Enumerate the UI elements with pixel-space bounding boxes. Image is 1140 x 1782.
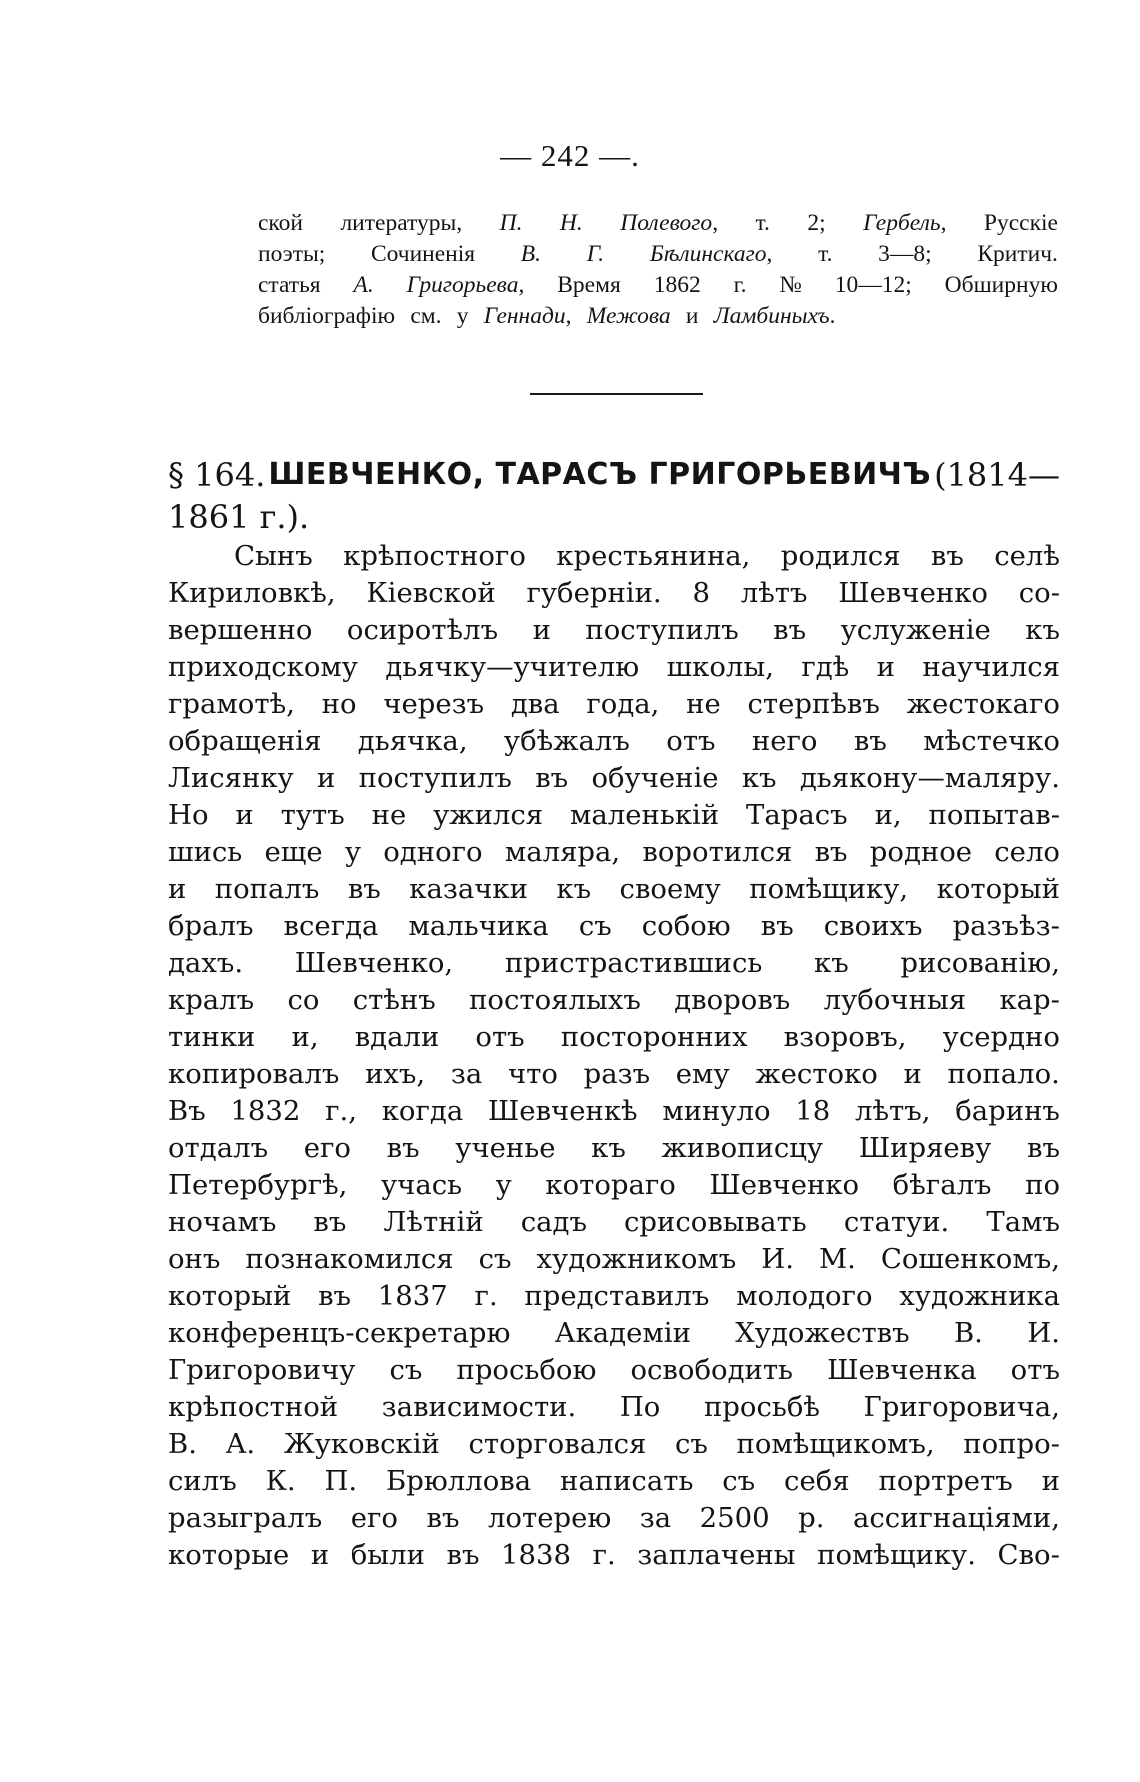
word: взоровъ, [783, 1021, 907, 1053]
word: и [235, 799, 254, 831]
word: кралъ [168, 984, 255, 1016]
bibliography-word: у [456, 303, 469, 329]
word: г. [592, 1539, 616, 1571]
section-dates-end: 1861 г.). [168, 498, 310, 536]
text-line [168, 1315, 1060, 1352]
word: не [371, 799, 407, 831]
word: освободить [630, 1354, 794, 1386]
word: въ [760, 910, 794, 942]
word: В. [168, 1428, 197, 1460]
section-divider [530, 393, 703, 395]
word: онъ [168, 1243, 221, 1275]
word: 8 [692, 577, 710, 609]
word: 1832 [230, 1095, 301, 1127]
word: научился [922, 651, 1060, 683]
word: стерпѣвъ [747, 688, 880, 720]
word: разыгралъ [168, 1502, 323, 1534]
word: и, [291, 1021, 319, 1053]
word: его [303, 1132, 351, 1164]
word: крѣпостной [168, 1391, 339, 1423]
text-line [168, 1204, 1060, 1241]
bibliography-word: Григорьева, [406, 272, 525, 298]
word: Художествъ [735, 1317, 910, 1349]
word: отдалъ [168, 1132, 269, 1164]
word: два [510, 688, 560, 720]
bibliography-word: Ламбиныхъ. [713, 303, 836, 329]
word: рисованію, [900, 947, 1060, 979]
word: Шевченко [838, 577, 988, 609]
word: дьячка, [357, 725, 468, 757]
bibliography-line [258, 208, 1058, 239]
word: Лисянку [168, 762, 294, 794]
word: Григоровича, [863, 1391, 1060, 1423]
word: въ [930, 540, 964, 572]
word: крестьянина, [556, 540, 751, 572]
bibliography-word: 10—12; [834, 272, 912, 298]
word: Въ [168, 1095, 206, 1127]
text-line [168, 760, 1060, 797]
word: за [639, 1502, 672, 1534]
section-dates-start: (1814— [934, 456, 1060, 494]
word: года, [586, 688, 660, 720]
word: Сво- [997, 1539, 1060, 1571]
word: гдѣ [801, 651, 850, 683]
word: въ [535, 762, 569, 794]
text-line [168, 1500, 1060, 1537]
word: поступилъ [585, 614, 739, 646]
word: кар- [999, 984, 1060, 1016]
word: А. [225, 1428, 256, 1460]
bibliography-word: Русскіе [983, 210, 1058, 236]
bibliography-word: П. [499, 210, 523, 236]
word: за [450, 1058, 483, 1090]
word: не [686, 688, 721, 720]
word: 18 [795, 1095, 831, 1127]
text-line [168, 1463, 1060, 1500]
word: лубочныя [823, 984, 967, 1016]
word: съ [389, 1354, 423, 1386]
text-line [168, 723, 1060, 760]
word: Кириловкѣ, [168, 577, 336, 609]
word: И. [1027, 1317, 1060, 1349]
bibliography-word: Г. [586, 241, 605, 267]
word: шись [168, 836, 243, 868]
word: ужился [433, 799, 544, 831]
word: осиротѣлъ [346, 614, 499, 646]
word: сторговался [468, 1428, 647, 1460]
word: 1837 [377, 1280, 448, 1312]
word: и [310, 1539, 330, 1571]
text-line [168, 1241, 1060, 1278]
word: копировалъ [168, 1058, 340, 1090]
word: р. [798, 1502, 825, 1534]
word: мѣстечко [923, 725, 1060, 757]
word: съ [478, 1243, 512, 1275]
word: ихъ, [365, 1058, 426, 1090]
word: себя [784, 1465, 850, 1497]
word: отъ [475, 1021, 525, 1053]
word: ученье [455, 1132, 556, 1164]
bibliography-word: Бѣлинскаго, [649, 241, 773, 267]
bibliography-word: 1862 [653, 272, 701, 298]
word: ассигнаціями, [853, 1502, 1060, 1534]
word: живописцу [661, 1132, 824, 1164]
word: селѣ [994, 540, 1060, 572]
word: Шевченкѣ [487, 1095, 638, 1127]
bibliography-word: Сочиненія [370, 241, 476, 267]
word: Жуковскій [283, 1428, 440, 1460]
word: П. [324, 1465, 358, 1497]
word: еще [264, 836, 323, 868]
bibliography-word: статья [258, 272, 321, 298]
page-number: — 242 —. [500, 138, 640, 173]
text-line [168, 1093, 1060, 1130]
word: къ [1025, 614, 1060, 646]
word: къ [741, 762, 777, 794]
bibliography-word: Критич. [977, 241, 1058, 267]
word: ночамъ [168, 1206, 277, 1238]
word: Ширяеву [858, 1132, 992, 1164]
word: школы, [666, 651, 774, 683]
bibliography-word: 3—8; [878, 241, 932, 267]
word: отъ [666, 725, 716, 757]
word: поступилъ [358, 762, 512, 794]
word: Тамъ [986, 1206, 1060, 1238]
word: 1838 [501, 1539, 572, 1571]
bibliography-word: поэты; [258, 241, 326, 267]
word: лѣтъ, [855, 1095, 931, 1127]
word: мальчика [408, 910, 549, 942]
word: попалъ [214, 873, 320, 905]
section-title: ШЕВЧЕНКО, ТАРАСЪ ГРИГОРЬЕВИЧЪ [268, 457, 932, 492]
word: и [1041, 1465, 1060, 1497]
word: бѣгалъ [892, 1169, 992, 1201]
bibliography-word: Время [557, 272, 621, 298]
section-number: § 164. [168, 456, 266, 494]
bibliography-line [258, 270, 1058, 301]
word: къ [556, 873, 592, 905]
word: со- [1018, 577, 1060, 609]
word: художникомъ [536, 1243, 737, 1275]
word: Но [168, 799, 209, 831]
word: услуженіе [840, 614, 991, 646]
bibliography-word: и [685, 303, 699, 329]
word: просьбою [456, 1354, 597, 1386]
word: съ [578, 910, 612, 942]
word: вершенно [168, 614, 313, 646]
word: съ [722, 1465, 756, 1497]
text-line [168, 945, 1060, 982]
word: портретъ [878, 1465, 1013, 1497]
bibliography-word: литературы, [340, 210, 463, 236]
word: постоялыхъ [469, 984, 641, 1016]
word: маленькій [570, 799, 720, 831]
text-line [168, 1167, 1060, 1204]
bibliography-word: В. [520, 241, 542, 267]
word: попало. [947, 1058, 1060, 1090]
word: попытав- [928, 799, 1060, 831]
word: родился [780, 540, 901, 572]
text-line [168, 686, 1060, 723]
word: въ [1027, 1132, 1060, 1164]
word: статуи. [843, 1206, 950, 1238]
word: и [903, 1058, 922, 1090]
text-line [168, 1537, 1060, 1574]
word: стѣнъ [352, 984, 436, 1016]
word: его [350, 1502, 398, 1534]
word: конференцъ-секретарю [168, 1317, 511, 1349]
word: губерніи. [526, 577, 662, 609]
word: разъѣз- [952, 910, 1060, 942]
word: когда [381, 1095, 464, 1127]
text-line [168, 871, 1060, 908]
heading-line-1 [168, 454, 1060, 496]
bibliography-word: Обширную [944, 272, 1058, 298]
word: дьячку—учителю [385, 651, 640, 683]
word: дьякону—маляру. [799, 762, 1060, 794]
bibliography-word: Гербель, [863, 210, 947, 236]
bibliography-line [258, 239, 1058, 270]
word: съ [674, 1428, 708, 1460]
word: г. [474, 1280, 498, 1312]
word: вдали [354, 1021, 440, 1053]
word: Академіи [554, 1317, 691, 1349]
word: котораго [545, 1169, 676, 1201]
word: ему [675, 1058, 730, 1090]
word: обученіе [591, 762, 719, 794]
text-line [168, 1352, 1060, 1389]
word: къ [591, 1132, 626, 1164]
word: М. [818, 1243, 856, 1275]
word: молодого [736, 1280, 873, 1312]
word: лотерею [487, 1502, 612, 1534]
text-line [168, 982, 1060, 1019]
word: жестоко [755, 1058, 878, 1090]
word: маляра, [504, 836, 621, 868]
word: бралъ [168, 910, 254, 942]
word: всегда [283, 910, 379, 942]
word: посторонних [560, 1021, 748, 1053]
word: помѣщику, [749, 873, 909, 905]
word: приходскому [168, 651, 358, 683]
text-line [168, 908, 1060, 945]
word: тутъ [280, 799, 345, 831]
word: К. [265, 1465, 296, 1497]
word: попро- [963, 1428, 1060, 1460]
bibliography-word: т. [818, 241, 833, 267]
word: въ [347, 873, 381, 905]
word: грамотѣ, [168, 688, 295, 720]
word: Тарасъ [746, 799, 848, 831]
word: Петербургѣ, [168, 1169, 348, 1201]
word: зависимости. [381, 1391, 577, 1423]
word: но [321, 688, 357, 720]
text-line [168, 834, 1060, 871]
text-line [168, 575, 1060, 612]
bibliography-word: г. [733, 272, 747, 298]
text-line [168, 649, 1060, 686]
word: написать [560, 1465, 694, 1497]
word: представилъ [524, 1280, 710, 1312]
word: собою [641, 910, 731, 942]
word: разъ [583, 1058, 651, 1090]
text-line [168, 1056, 1060, 1093]
text-line [168, 1130, 1060, 1167]
body-paragraph [168, 538, 1060, 1574]
word: Шевченко, [294, 947, 454, 979]
word: по [1025, 1169, 1060, 1201]
word: отъ [1010, 1354, 1060, 1386]
word: воротился [642, 836, 793, 868]
word: силъ [168, 1465, 237, 1497]
text-line [168, 1426, 1060, 1463]
word: Кіевской [366, 577, 496, 609]
word: учась [380, 1169, 463, 1201]
word: въ [426, 1502, 460, 1534]
word: въ [386, 1132, 420, 1164]
word: И. [761, 1243, 794, 1275]
text-line [168, 1278, 1060, 1315]
word: село [994, 836, 1060, 868]
word: который [936, 873, 1060, 905]
word: В. [953, 1317, 983, 1349]
word: убѣжалъ [503, 725, 630, 757]
word: которые [168, 1539, 290, 1571]
word: дворовъ [674, 984, 791, 1016]
word: помѣщику. [817, 1539, 976, 1571]
word: и [168, 873, 187, 905]
word: 2500 [699, 1502, 770, 1534]
bibliography-word: Полевого, [620, 210, 719, 236]
word: въ [313, 1206, 347, 1238]
heading-line-2 [168, 496, 1060, 538]
word: въ [814, 836, 848, 868]
word: Григоровичу [168, 1354, 356, 1386]
bibliography-word: 2; [807, 210, 826, 236]
text-line [168, 1389, 1060, 1426]
word: и [317, 762, 336, 794]
section-heading [168, 454, 1060, 538]
word: въ [773, 614, 807, 646]
word: баринъ [955, 1095, 1060, 1127]
word: казачки [409, 873, 528, 905]
word: одного [383, 836, 483, 868]
word: него [751, 725, 818, 757]
word: срисовывать [624, 1206, 807, 1238]
bibliography-word: Геннади, [483, 303, 572, 329]
word: Шевченко [709, 1169, 860, 1201]
word: г., [325, 1095, 358, 1127]
word: просьбѣ [703, 1391, 820, 1423]
word: Шевченка [827, 1354, 977, 1386]
word: и, [874, 799, 902, 831]
word: у [495, 1169, 512, 1201]
word: Сошенкомъ, [880, 1243, 1060, 1275]
word: садъ [520, 1206, 587, 1238]
word: въ [853, 725, 887, 757]
word: и [532, 614, 551, 646]
word: родное [869, 836, 973, 868]
word: помѣщикомъ, [736, 1428, 935, 1460]
word: и [876, 651, 895, 683]
word: тинки [168, 1021, 256, 1053]
word: жестокаго [906, 688, 1060, 720]
bibliography-word: библіографію [258, 303, 396, 329]
word: минуло [662, 1095, 771, 1127]
bibliography-word: ской [258, 210, 303, 236]
word: пристрастившись [504, 947, 763, 979]
word: у [344, 836, 362, 868]
text-line [168, 612, 1060, 649]
bibliography-line [258, 301, 1058, 332]
word: были [350, 1539, 425, 1571]
word: лѣтъ [740, 577, 808, 609]
word: крѣпостного [343, 540, 526, 572]
word: Сынъ [234, 540, 313, 572]
text-line [168, 538, 1060, 575]
word: со [287, 984, 320, 1016]
word: заплачены [637, 1539, 796, 1571]
word: По [619, 1391, 661, 1423]
text-line [168, 1019, 1060, 1056]
word: который [168, 1280, 292, 1312]
word: своихъ [823, 910, 923, 942]
word: въ [318, 1280, 352, 1312]
word: обращенія [168, 725, 322, 757]
word: Брюллова [386, 1465, 532, 1497]
bibliography-word: А. [353, 272, 374, 298]
bibliography-word: т. [755, 210, 770, 236]
word: къ [814, 947, 849, 979]
word: что [507, 1058, 558, 1090]
word: черезъ [383, 688, 485, 720]
word: усердно [942, 1021, 1060, 1053]
bibliography-word: см. [410, 303, 442, 329]
bibliography-word: № [779, 272, 802, 298]
word: своему [619, 873, 721, 905]
word: познакомился [245, 1243, 454, 1275]
word: Лѣтній [383, 1206, 484, 1238]
bibliography-word: Межова [586, 303, 671, 329]
word: художника [899, 1280, 1060, 1312]
word: дахъ. [168, 947, 244, 979]
text-line [168, 797, 1060, 834]
bibliography-note [258, 208, 1058, 332]
bibliography-word: Н. [559, 210, 583, 236]
word: въ [446, 1539, 480, 1571]
